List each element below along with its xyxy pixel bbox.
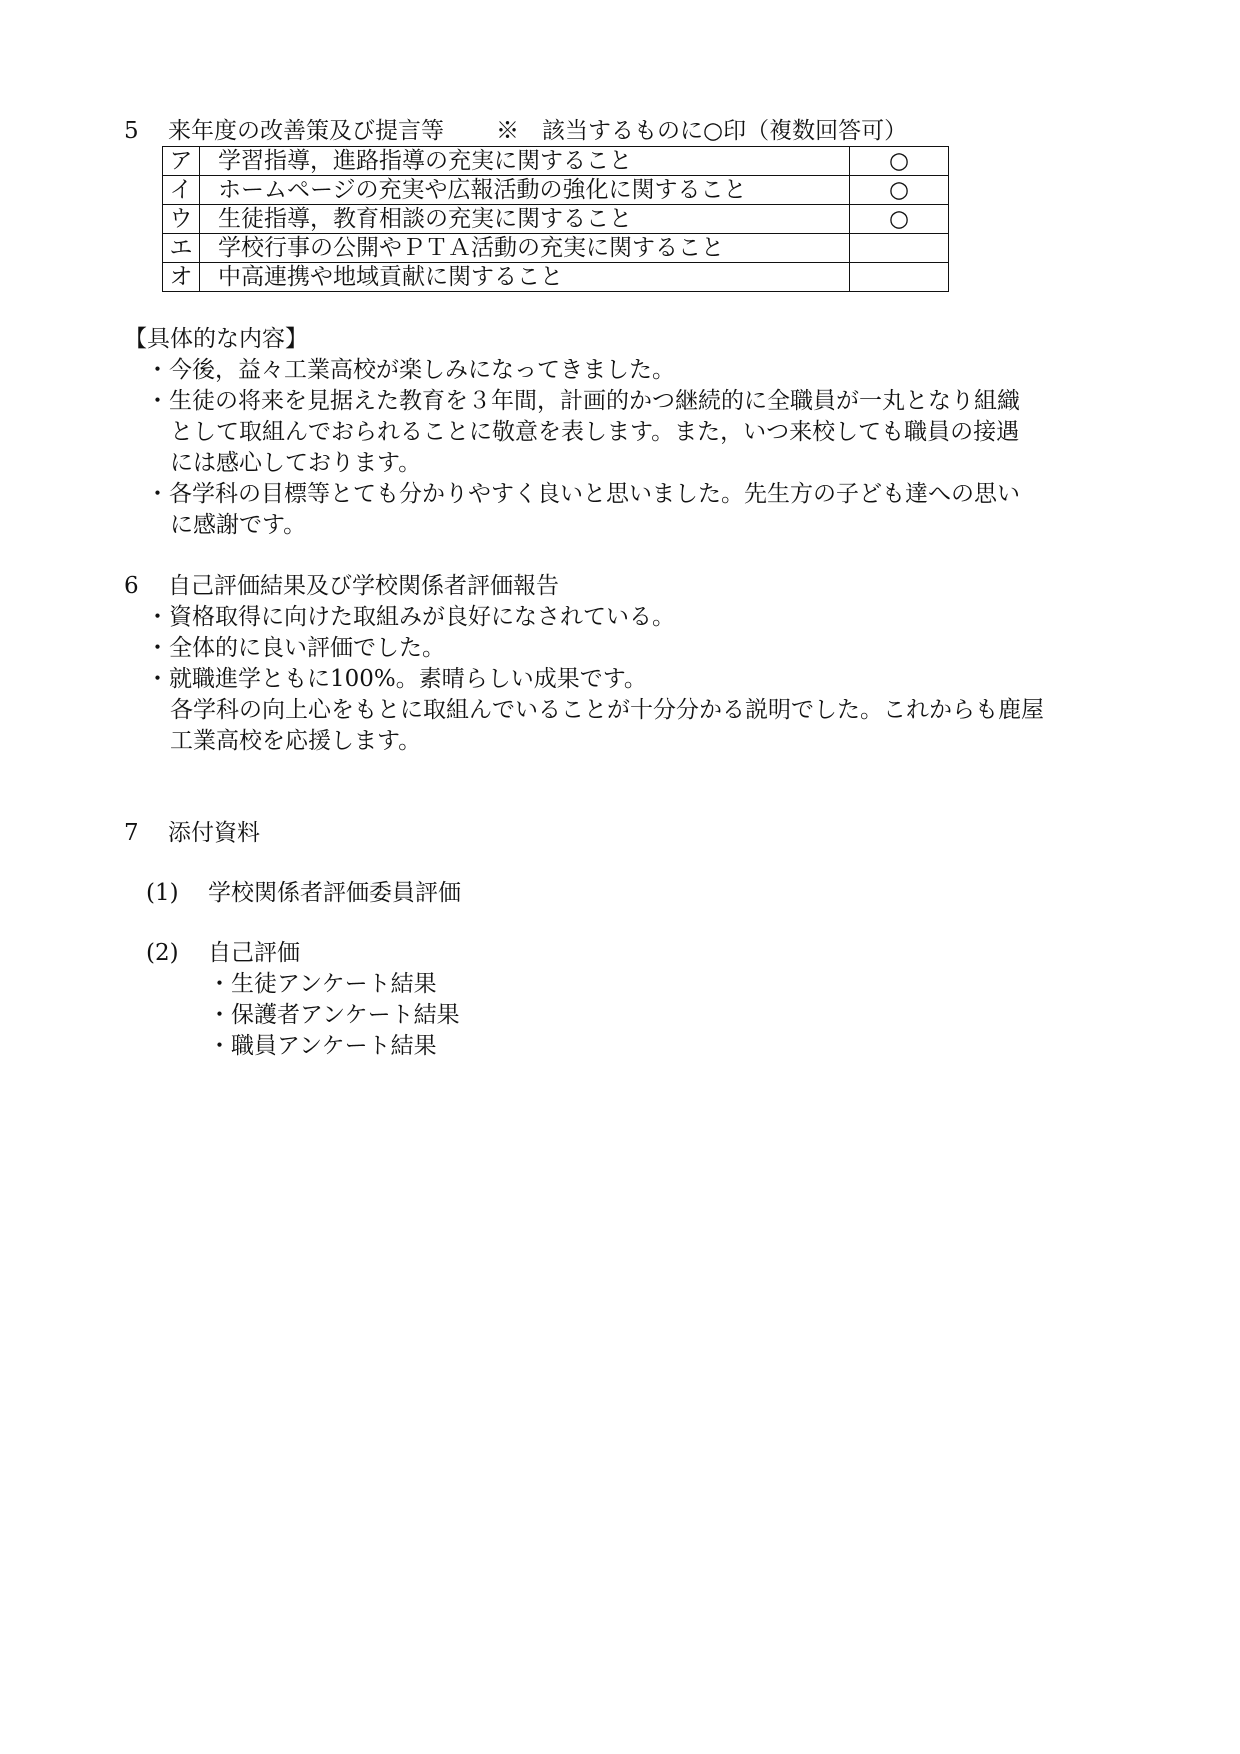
section6-line: ・就職進学ともに100%。素晴らしい成果です。 [146,666,647,692]
attachment-subitem: ・職員アンケート結果 [208,1033,437,1059]
attachment-item [146,938,300,968]
attachment-subitem: ・保護者アンケート結果 [208,1002,460,1028]
section7-heading [124,818,260,848]
details-heading: 【具体的な内容】 [124,326,308,352]
details-line: ・各学科の目標等とても分かりやすく良いと思いました。先生方の子ども達への思い [146,481,1020,507]
table-row [163,176,949,205]
option-key: ア [163,147,200,176]
option-key: イ [163,176,200,205]
section6-line: ・全体的に良い評価でした。 [146,635,445,661]
details-line: には感心しております。 [170,450,422,476]
details-line: として取組んでおられることに敬意を表します。また，いつ来校しても職員の接遇 [170,419,1020,445]
details-line: に感謝です。 [170,512,307,538]
section5-heading [124,116,907,146]
option-key: ウ [163,205,200,234]
option-text: 学校行事の公開やＰＴＡ活動の充実に関すること [200,234,850,263]
option-mark: ○ [850,147,949,176]
attachment-item [146,878,461,908]
section5-title: 来年度の改善策及び提言等 [168,118,444,144]
option-mark: ○ [850,176,949,205]
option-key: エ [163,234,200,263]
attachment-label: (2) [146,940,179,966]
section5-note: ※ 該当するものに○印（複数回答可） [496,118,908,144]
option-text: 生徒指導，教育相談の充実に関すること [200,205,850,234]
attachment-text: 学校関係者評価委員評価 [208,880,461,906]
option-mark [850,263,949,292]
section7-number: 7 [124,820,139,846]
improvement-options-table [162,146,949,292]
section6-line: 各学科の向上心をもとに取組んでいることが十分分かる説明でした。これからも鹿屋 [170,697,1044,723]
section6-title: 自己評価結果及び学校関係者評価報告 [168,573,559,599]
attachment-text: 自己評価 [208,940,300,966]
table-row [163,263,949,292]
option-text: 中高連携や地域貢献に関すること [200,263,850,292]
table-row [163,147,949,176]
details-line: ・生徒の将来を見据えた教育を３年間，計画的かつ継続的に全職員が一丸となり組織 [146,388,1020,414]
attachment-label: (1) [146,880,179,906]
option-key: オ [163,263,200,292]
section6-heading [124,571,559,601]
table-row [163,205,949,234]
option-mark: ○ [850,205,949,234]
section6-line: ・資格取得に向けた取組みが良好になされている。 [146,604,675,630]
option-mark [850,234,949,263]
section6-line: 工業高校を応援します。 [170,728,422,754]
table-row [163,234,949,263]
section6-number: 6 [124,573,139,599]
details-line: ・今後，益々工業高校が楽しみになってきました。 [146,357,675,383]
option-text: ホームページの充実や広報活動の強化に関すること [200,176,850,205]
attachment-subitem: ・生徒アンケート結果 [208,971,437,997]
option-text: 学習指導，進路指導の充実に関すること [200,147,850,176]
section5-number: 5 [124,118,139,144]
section7-title: 添付資料 [168,820,260,846]
